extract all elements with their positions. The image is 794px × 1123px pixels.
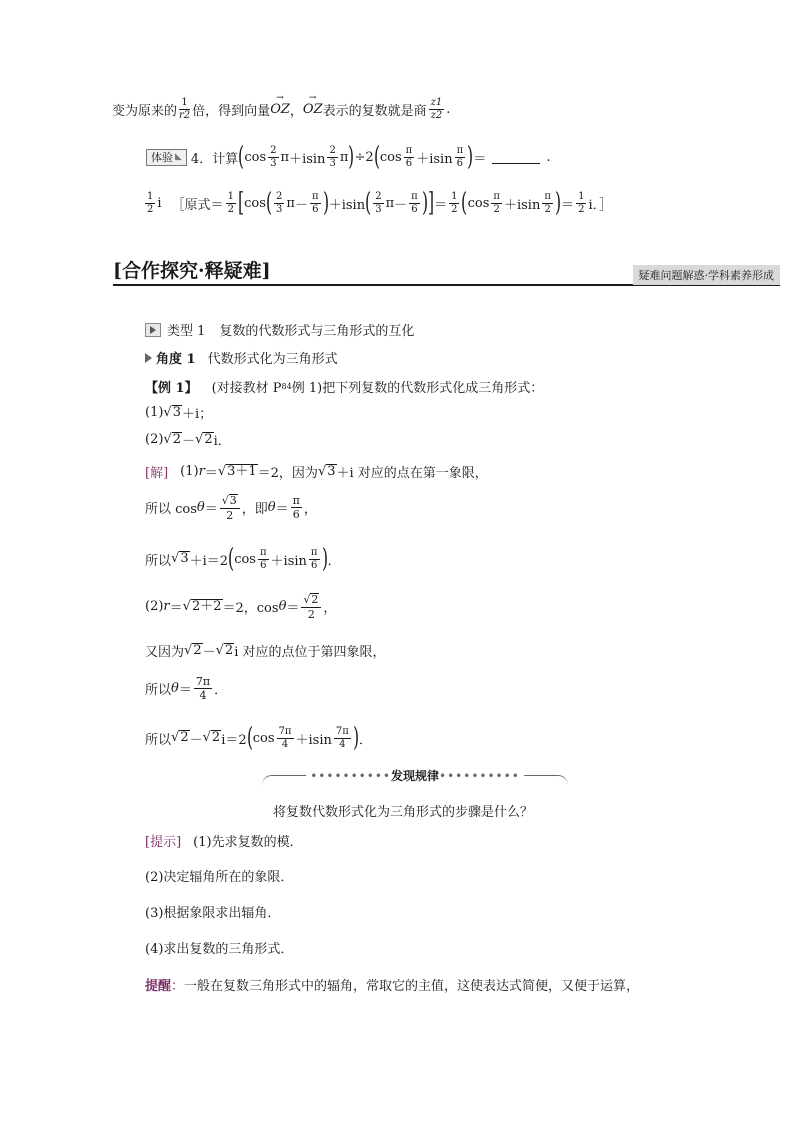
answer-open: ［原式＝ [171, 197, 224, 213]
equals: ＝ [286, 601, 300, 617]
frac-den: r2 [179, 110, 191, 121]
page-subscript: 84 [281, 382, 292, 391]
s1-d: ＋i 对应的点在第一象限， [336, 466, 488, 481]
hint-label: [提示] [145, 835, 182, 850]
sqrt-icon: √ [317, 463, 327, 479]
pi-symbol: π [339, 149, 349, 165]
frac-sqrt2-2: $\frac{√2}{2}$ [301, 593, 321, 620]
paren-open-icon: ( [246, 723, 253, 753]
paren-close-icon: ) [467, 142, 474, 172]
hint-1: (1)先求复数的模． [193, 835, 303, 850]
cos-label: cos [467, 195, 490, 211]
isin-label: ＋isin [295, 732, 332, 748]
s5-c: i 对应的点位于第四象限， [234, 645, 386, 660]
question-2 [145, 430, 231, 449]
theta-symbol: θ [267, 500, 276, 516]
solution-line-7 [145, 725, 372, 751]
frac-pi-6-b: $\frac{\pi}{6}$ [456, 144, 464, 169]
paren-close-icon: ) [352, 723, 359, 753]
answer-close: i．］ [588, 197, 613, 213]
r-symbol: r [198, 464, 205, 479]
pi-symbol: π [280, 149, 290, 165]
type-label: 类型 1 [167, 324, 206, 339]
paren-open-icon: ( [228, 544, 235, 574]
q1-prefix: (1) [145, 405, 164, 420]
reminder-text: 一般在复数三角形式中的辐角，常取它的主值，这使表达式简便，又便于运算， [184, 979, 640, 994]
fraction-1-over-r2 [179, 98, 190, 121]
frac-7pi-4-b: $\frac{7\pi}{4}$ [335, 725, 349, 750]
sqrt-3-plus-1: √ 3＋1 [217, 463, 257, 479]
sqrt-icon: √ [163, 431, 172, 447]
paren-open-icon: ( [461, 188, 468, 218]
reminder [145, 975, 639, 994]
example-text-b: 例 1)把下列复数的代数形式化成三角形式： [291, 381, 544, 396]
dots-decoration-icon: •••••••••• [310, 769, 391, 783]
paren-open-icon: ( [365, 188, 372, 218]
sqrt-2: √ 2 [184, 642, 202, 658]
frac-num: 1 [181, 97, 188, 108]
equals: ＝ [169, 601, 183, 617]
sqrt-2-plus-2: √ 2＋2 [182, 598, 222, 614]
minus: － [189, 732, 203, 748]
equals: ＝ [178, 683, 192, 698]
vector-arrow-icon: → [308, 93, 317, 103]
fraction-z1-over-z2: $\frac{z1}{z2}$ [430, 97, 443, 121]
reminder-colon: ： [171, 979, 185, 994]
comma: ， [323, 601, 337, 617]
paren-open-icon: ( [373, 142, 380, 172]
sqrt-3: √ 3 [163, 404, 181, 420]
s4-b: ＝2，cos [222, 601, 279, 617]
equals: ＝ [473, 151, 487, 167]
example-1 [145, 377, 543, 396]
q2-prefix: (2) [145, 432, 164, 447]
half-frac-2: $\frac{1}{2}$ [451, 190, 458, 215]
pi-symbol: π [385, 195, 395, 211]
type-1-heading [145, 320, 414, 339]
equals: ＝ [275, 502, 289, 518]
corner-triangle-icon: ◣ [175, 152, 182, 162]
sqrt-icon: √ [303, 593, 311, 606]
period: ． [214, 683, 228, 698]
isin-label: ＋isin [503, 197, 541, 213]
sqrt-icon: √ [171, 730, 180, 746]
frac-pi-6: $\frac{\pi}{6}$ [292, 494, 300, 522]
sqrt-icon: √ [221, 494, 229, 507]
divide-2: ÷2 [354, 149, 374, 165]
cos-label: cos [244, 195, 266, 211]
cos-label: cos [234, 551, 256, 567]
vector-arrow-icon: → [276, 93, 284, 103]
minus: － [202, 645, 216, 660]
sqrt-2-b: √ 2 [215, 642, 234, 658]
equals: ＝ [561, 197, 575, 213]
frac-2-3-b: $\frac{2}{3}$ [375, 190, 382, 215]
s7-b: i＝2 [221, 732, 247, 748]
bracket-close-icon: ] [427, 188, 435, 218]
discover-label: ••••••••••发现规律•••••••••• [306, 767, 524, 784]
example-label: 【例 1】 [145, 381, 198, 396]
solution-line-4 [145, 593, 336, 620]
play-triangle-icon [145, 323, 161, 337]
solution-line-6 [145, 676, 227, 701]
paren-close-icon: ) [554, 188, 562, 218]
s5-a: 又因为 [145, 645, 185, 660]
frac-2-3: $\frac{2}{3}$ [276, 190, 283, 215]
frac-7pi-4: $\frac{7\pi}{4}$ [195, 675, 211, 702]
s2-b: ，即 [241, 502, 268, 518]
isin-label: ＋isin [328, 197, 366, 213]
sqrt-icon: √ [171, 551, 180, 567]
isin-label: ＋isin [416, 151, 453, 167]
sqrt-3: √ 3 [171, 551, 189, 567]
paren-close-icon: ) [421, 188, 428, 218]
period: ． [327, 553, 341, 569]
solution-line-1 [145, 462, 488, 481]
solution-line-2 [145, 494, 317, 521]
paren-close-icon: ) [322, 188, 329, 218]
s1-a: (1) [180, 464, 199, 479]
question-1 [145, 403, 212, 422]
equals: ＝ [204, 466, 218, 481]
sqrt-2: √ 2 [171, 730, 189, 746]
cos-label: cos [252, 730, 275, 746]
minus: － [394, 197, 408, 213]
answer-frac: $\frac{1}{2}$ [147, 190, 154, 215]
q1-suffix: ＋i； [182, 407, 213, 422]
frac-7pi-4: $\frac{7\pi}{4}$ [278, 725, 292, 750]
section-header [113, 258, 780, 286]
paren-close-icon: ) [348, 142, 355, 172]
frac-2-3-b: $\frac{2}{3}$ [329, 144, 336, 169]
isin-label: ＋isin [289, 151, 326, 167]
bracket-open-icon: [ [237, 188, 245, 218]
top-line-prefix: 变为原来的 [112, 104, 178, 119]
s2-a: 所以 cos [145, 502, 197, 518]
s4-a: (2) [145, 599, 164, 615]
dots-decoration-icon: •••••••••• [439, 769, 520, 783]
paren-open-icon: ( [265, 188, 272, 218]
type-text: 复数的代数形式与三角形式的互化 [219, 324, 415, 339]
minus: － [182, 434, 196, 449]
exercise-tag: 体验 ◣ [146, 149, 187, 166]
angle-label: 角度 1 [156, 352, 196, 367]
discover-box [262, 769, 568, 790]
answer-4 [143, 190, 612, 216]
vector-oz-2: → OZ [302, 93, 323, 117]
period: . [546, 149, 551, 165]
half-frac: $\frac{1}{2}$ [227, 190, 234, 215]
s7-a: 所以 [145, 732, 172, 748]
answer-blank [492, 151, 540, 164]
top-line [112, 93, 451, 121]
hint-line-1 [145, 831, 303, 850]
frac-2-3: $\frac{2}{3}$ [270, 144, 277, 169]
paren-open-icon: ( [238, 142, 245, 172]
s2-c: ， [303, 502, 317, 518]
s6-a: 所以 [145, 683, 172, 698]
vector-oz-1: → OZ [270, 93, 290, 117]
answer-i: i [157, 195, 162, 211]
cos-label: cos [379, 149, 402, 165]
frac-pi-2: $\frac{\pi}{2}$ [493, 190, 500, 215]
exercise-number: 4．计算 [190, 151, 239, 167]
sqrt-icon: √ [215, 642, 224, 658]
frac-pi-2-b: $\frac{\pi}{2}$ [544, 190, 551, 215]
sqrt-icon: √ [202, 730, 211, 746]
sqrt-icon: √ [182, 598, 191, 614]
example-text-a: (对接教材 P [211, 381, 282, 396]
theta-symbol: θ [196, 500, 205, 516]
frac-sqrt3-2: $\frac{√3}{2}$ [220, 494, 240, 521]
sqrt-icon: √ [163, 404, 172, 420]
discover-question: 将复数代数形式化为三角形式的步骤是什么？ [273, 805, 534, 820]
angle-1-heading [145, 348, 338, 367]
angle-text: 代数形式化为三角形式 [207, 352, 338, 367]
sqrt-3: √ 3 [317, 463, 336, 479]
period: . [446, 102, 451, 117]
theta-symbol: θ [278, 599, 287, 615]
frac-pi-6-b: $\frac{\pi}{6}$ [310, 546, 318, 571]
equals: ＝ [434, 197, 448, 213]
sqrt-2: √ 2 [163, 431, 181, 447]
reminder-label: 提醒 [145, 979, 172, 994]
half-frac-3: $\frac{1}{2}$ [578, 190, 585, 215]
r-symbol: r [163, 599, 170, 615]
frac-pi-6: $\frac{\pi}{6}$ [311, 190, 319, 215]
equals: ＝ [204, 502, 218, 518]
q2-suffix: i． [213, 434, 231, 449]
exercise-4 [146, 144, 550, 170]
comma: ， [289, 104, 303, 119]
isin-label: ＋isin [270, 553, 307, 569]
sqrt-icon: √ [217, 463, 227, 479]
s3-b: ＋i＝2 [189, 553, 229, 569]
sqrt-icon: √ [195, 431, 204, 447]
hint-line-2: (2)决定辐角所在的象限． [145, 870, 294, 885]
top-line-suffix: 表示的复数就是商 [322, 104, 427, 119]
hint-line-4: (4)求出复数的三角形式． [145, 942, 294, 957]
angle-triangle-icon [145, 353, 152, 363]
pi-symbol: π [286, 195, 295, 211]
section-right-tag: 疑难问题解惑·学科素养形成 [633, 265, 781, 285]
theta-symbol: θ [171, 681, 179, 696]
section-title: [合作探究·释疑难] [113, 260, 271, 282]
sqrt-icon: √ [184, 642, 193, 658]
minus: － [294, 197, 308, 213]
period: ． [358, 732, 372, 748]
sqrt-2-b: √ 2 [202, 730, 221, 746]
top-line-mid: 倍，得到向量 [192, 104, 271, 119]
solution-label: [解] [145, 466, 169, 481]
solution-line-3 [145, 546, 341, 572]
solution-line-5 [145, 641, 385, 660]
s1-c: ＝2，因为 [257, 466, 318, 481]
paren-close-icon: ) [321, 544, 328, 574]
s3-a: 所以 [145, 553, 172, 569]
frac-pi-6: $\frac{\pi}{6}$ [259, 546, 267, 571]
frac-pi-6-b: $\frac{\pi}{6}$ [411, 190, 418, 215]
frac-pi-6: $\frac{\pi}{6}$ [405, 144, 413, 169]
hint-line-3: (3)根据象限求出辐角． [145, 906, 281, 921]
sqrt-2-b: √ 2 [195, 431, 213, 447]
cos-label: cos [244, 149, 267, 165]
